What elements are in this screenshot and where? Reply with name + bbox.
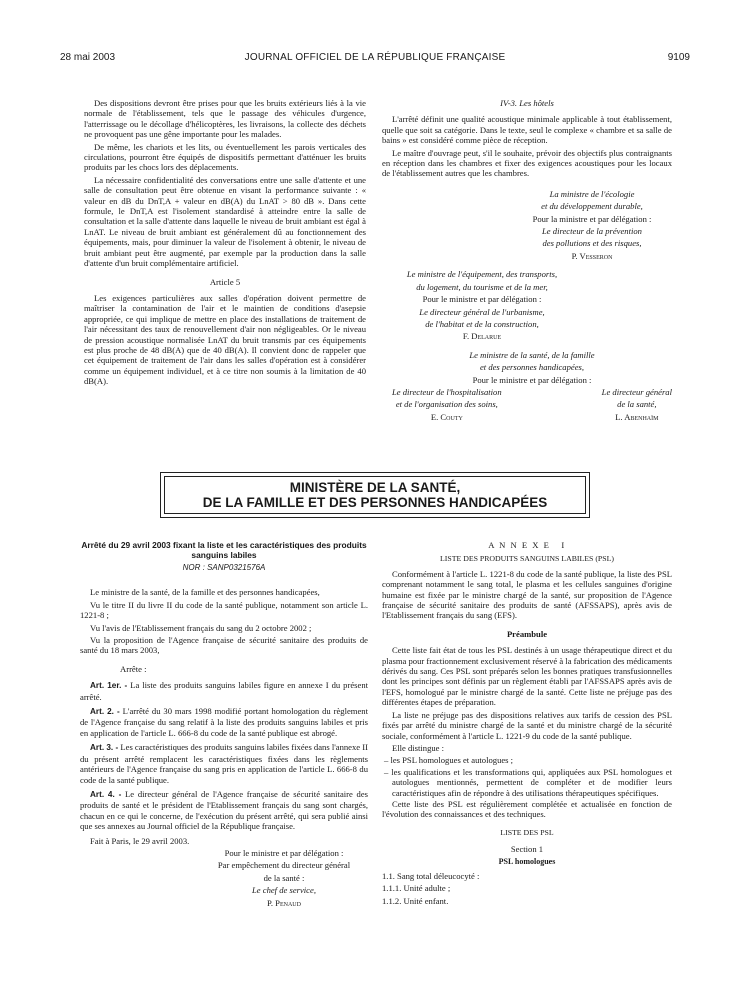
page-header — [60, 52, 690, 68]
list-heading: LISTE DES PSL — [500, 827, 554, 837]
paragraph: Cette liste des PSL est régulièrement complétée et actualisée en fonction de l'évolution des connaissances et des techniques. — [382, 798, 672, 820]
list-item: 1.1. Sang total déleucocyté : — [382, 870, 480, 881]
top-left-column — [84, 98, 366, 389]
signature-line: Pour le ministre et par délégation : — [472, 374, 592, 385]
section-heading: Section 1 — [510, 844, 544, 855]
article-4 — [80, 789, 368, 832]
signature-line: des pollutions et des risques, — [542, 238, 642, 249]
signature-line: et de l'organisation des soins, — [395, 399, 498, 410]
signature-line: Le ministre de la santé, de la famille — [469, 349, 595, 360]
signature-line: Par empêchement du directeur général — [217, 860, 351, 871]
signature-line: de la santé : — [263, 872, 305, 883]
signatory-name: F. Delarue — [462, 331, 502, 342]
paragraph: Vu la proposition de l'Agence française de sécurité sanitaire des produits de santé du 18 mars 2003, — [80, 635, 368, 656]
signature-line: Le directeur général — [601, 386, 672, 397]
paragraph: Le ministre de la santé, de la famille et des personnes handicapées, — [90, 587, 320, 598]
paragraph: L'arrêté définit une qualité acoustique minimale applicable à tout établissement, quelle que soit sa catégorie. Dans le texte, seul le complexe « chambre et sa salle de bains » est considéré comme pièce de réception. — [382, 114, 672, 146]
signature-line: Le directeur général de l'urbanisme, — [419, 306, 545, 317]
article-1 — [80, 680, 368, 702]
signature-line: de l'habitat et de la construction, — [425, 318, 539, 329]
list-item: 1.1.2. Unité enfant. — [382, 895, 449, 906]
paragraph: Des dispositions devront être prises pour que les bruits extérieurs liés à la vie normale de l'établissement, tels que le passage des véhicules d'urgence, l'atterrissage ou le décollage d'hélicoptères, les livraisons, la collecte des déchets ne provoquent pas une gêne importante pour les malades. — [84, 98, 366, 140]
article-3 — [80, 742, 368, 785]
decree-title: Arrêté du 29 avril 2003 fixant la liste et les caractéristiques des produits sanguins labiles — [81, 540, 367, 560]
paragraph: Cette liste fait état de tous les PSL destinés à un usage thérapeutique direct et du plasma pour fractionnement exclusivement réservé à la fabrication des médicaments dérivés du sang. Ces PSL sont préparés selon les bonnes pratiques transfusionnelles dont les principes sont définis par un règlement établi par l'AFSSAPS après avis de l'EFS, homologué par le ministre chargé de la santé. Cette liste ne préjuge pas des différentes étapes de préparation. — [382, 645, 672, 708]
signature-line: et du développement durable, — [541, 201, 643, 212]
issue-date: 28 mai 2003 — [60, 52, 116, 63]
signature-left — [382, 387, 502, 424]
signature-line: Pour le ministre et par délégation : — [422, 294, 542, 305]
signature-right — [592, 387, 672, 424]
nor-reference: NOR : SANP0321576A — [182, 563, 266, 572]
ministry-banner — [160, 472, 590, 518]
paragraph: Elle distingue : — [392, 742, 445, 753]
subsection-heading: PSL homologues — [498, 856, 556, 866]
paragraph: Vu le titre II du livre II du code de la santé publique, notamment son article L. 1221-8 ; — [80, 599, 368, 621]
paragraph: Les exigences particulières aux salles d'opération doivent permettre de maîtriser la contamination de l'air et le maintien de conditions d'asepsie appropriée, ce qui implique de mettre en place des installations de traitement de l'air nécessitant des taux de renouvellement d'air non négligeables. Or le niveau de pression acoustique normalisée LnAT du bruit transmis par ces équipements est plus proche de 48 dB(A) que de 40 dB(A). Il convient donc de rappeler que cet équipement de traitement de l'air dans les salles d'opération est à considérer comme un équipement individuel, et à ce titre non soumis à la limitation de 40 dB(A). — [84, 292, 366, 387]
article-label: Art. 1er. - — [90, 681, 128, 691]
section-heading: IV-3. Les hôtels — [500, 98, 554, 108]
article-label: Art. 2. - — [90, 707, 120, 717]
signature-line: de la santé, — [617, 399, 657, 410]
article-text: Les caractéristiques des produits sanguins labiles fixées dans l'annexe II du présent arrêté remplacent les caractéristiques fixées dans les règlements antérieurs de l'Agence française du sang pris en application de l'article L. 666-8 du code de la santé publique. — [80, 742, 368, 785]
signatory-name: P. Vesseron — [571, 250, 613, 261]
signature-date: Fait à Paris, le 29 avril 2003. — [90, 835, 190, 846]
signature-line: Le chef de service, — [252, 885, 316, 896]
paragraph: Conformément à l'article L. 1221-8 du code de la santé publique, la liste des PSL comprenant notamment le sang total, le plasma et les cellules sanguines d'origine humaine est fixée par le ministre chargé de la santé, sur proposition de l'Agence française de sécurité sanitaire des produits de santé (AFSSAPS), après avis de l'Etablissement français du sang (EFS). — [382, 568, 672, 621]
article-text: L'arrêté du 30 mars 1998 modifié portant homologation du règlement de l'Agence française du sang relatif à la liste des produits sanguins labiles et pris en application de l'article L. 666-8 du code de la santé publique est abrogé. — [80, 706, 368, 738]
signatory-name: L. Abenhaïm — [615, 411, 659, 422]
signature-line: Le directeur de l'hospitalisation — [392, 386, 502, 397]
signature-line: et des personnes handicapées, — [479, 362, 585, 373]
article-2 — [80, 706, 368, 738]
paragraph: Le maître d'ouvrage peut, s'il le souhaite, prévoir des objectifs plus contraignants en réception dans les chambres et fixer des exigences acoustiques pour les locaux de l'établissement autres que les chambres. — [382, 147, 672, 179]
article-text: Le directeur général de l'Agence française de sécurité sanitaire des produits de santé et le président de l'Etablissement français du sang sont chargés, chacun en ce qui le concerne, de l'exécution du présent arrêté, qui sera publié ainsi que ses annexes au Journal officiel de la République française. — [80, 788, 368, 832]
signatory-name: E. Couty — [430, 411, 463, 422]
top-right-column — [382, 98, 672, 424]
article-label: Art. 4. - — [90, 789, 122, 799]
journal-title: JOURNAL OFFICIEL DE LA RÉPUBLIQUE FRANÇAISE — [244, 52, 506, 63]
signature-block — [382, 350, 672, 424]
arrete-heading: Arrête : — [120, 663, 147, 674]
signature-line: Le directeur de la prévention — [542, 226, 642, 237]
signature-line: Pour la ministre et par délégation : — [532, 213, 652, 224]
list — [382, 755, 672, 798]
signatory-name: P. Penaud — [267, 897, 301, 908]
banner-line: MINISTÈRE DE LA SANTÉ, — [289, 480, 461, 495]
signature-line: Le ministre de l'équipement, des transports, — [406, 269, 558, 280]
article-label: Art. 3. - — [90, 743, 119, 753]
signature-line: du logement, du tourisme et de la mer, — [416, 281, 548, 292]
signature-pair — [382, 387, 672, 424]
signature-line: La ministre de l'écologie — [549, 188, 635, 199]
article-text: La liste des produits sanguins labiles figure en annexe I du présent arrêté. — [80, 680, 368, 702]
signature-line: Pour le ministre et par délégation : — [224, 847, 344, 858]
list-item: – les qualifications et les transformations qui, appliquées aux PSL homologues et autologues mentionnés, permettent de compléter et de modifier leurs caractéristiques afin de répondre à des utilisations thérapeutiques spécifiques. — [384, 766, 672, 798]
signature-block — [382, 269, 572, 341]
list-item: – les PSL homologues et autologues ; — [384, 755, 514, 766]
bottom-left-column — [80, 540, 368, 910]
paragraph: Vu l'avis de l'Etablissement français du sang du 2 octobre 2002 ; — [90, 622, 312, 633]
paragraph: La liste ne préjuge pas des dispositions relatives aux tarifs de cession des PSL fixés par arrêté du ministre chargé de la santé et du ministre chargé de la sécurité sociale, conformément à l'article L. 1221-9 du code de la santé publique. — [382, 709, 672, 741]
article-heading: Article 5 — [209, 276, 241, 287]
bottom-right-column — [382, 540, 672, 908]
banner-line: DE LA FAMILLE ET DES PERSONNES HANDICAPÉES — [202, 495, 548, 510]
preamble-heading: Préambule — [506, 628, 548, 639]
paragraph: De même, les chariots et les lits, ou éventuellement les parois verticales des circulations, pourront être équipés de dispositifs permettant d'atténuer les bruits produits par les chocs lors des déplacements. — [84, 141, 366, 173]
annex-subtitle: LISTE DES PRODUITS SANGUINS LABILES (PSL) — [440, 554, 614, 564]
page-number: 9109 — [667, 52, 690, 63]
signature-block — [190, 848, 368, 908]
list-item: 1.1.1. Unité adulte ; — [382, 883, 451, 894]
annex-heading: A N N E X E I — [488, 540, 566, 550]
signature-block — [502, 189, 672, 261]
paragraph: La nécessaire confidentialité des conversations entre une salle d'attente et une salle de consultation peut être obtenue en visant la performance suivante : « valeur en dB du DnT,A + valeur en dB(A) du LnAT > 80 dB ». Dans cette formule, le DnT,A est l'isolement standardisé à atteindre entre la salle de consultation et la salle d'attente dans laquelle le niveau de bruit ambiant est égal à LnAT. Le niveau de bruit ambiant est généralement dû au fonctionnement des équipements, mais, pour diminuer la valeur de l'isolement à obtenir, le niveau de bruit ambiant peut être augmenté, par exemple par la production dans la salle d'attente d'un bruit complémentaire artificiel. — [84, 174, 366, 269]
